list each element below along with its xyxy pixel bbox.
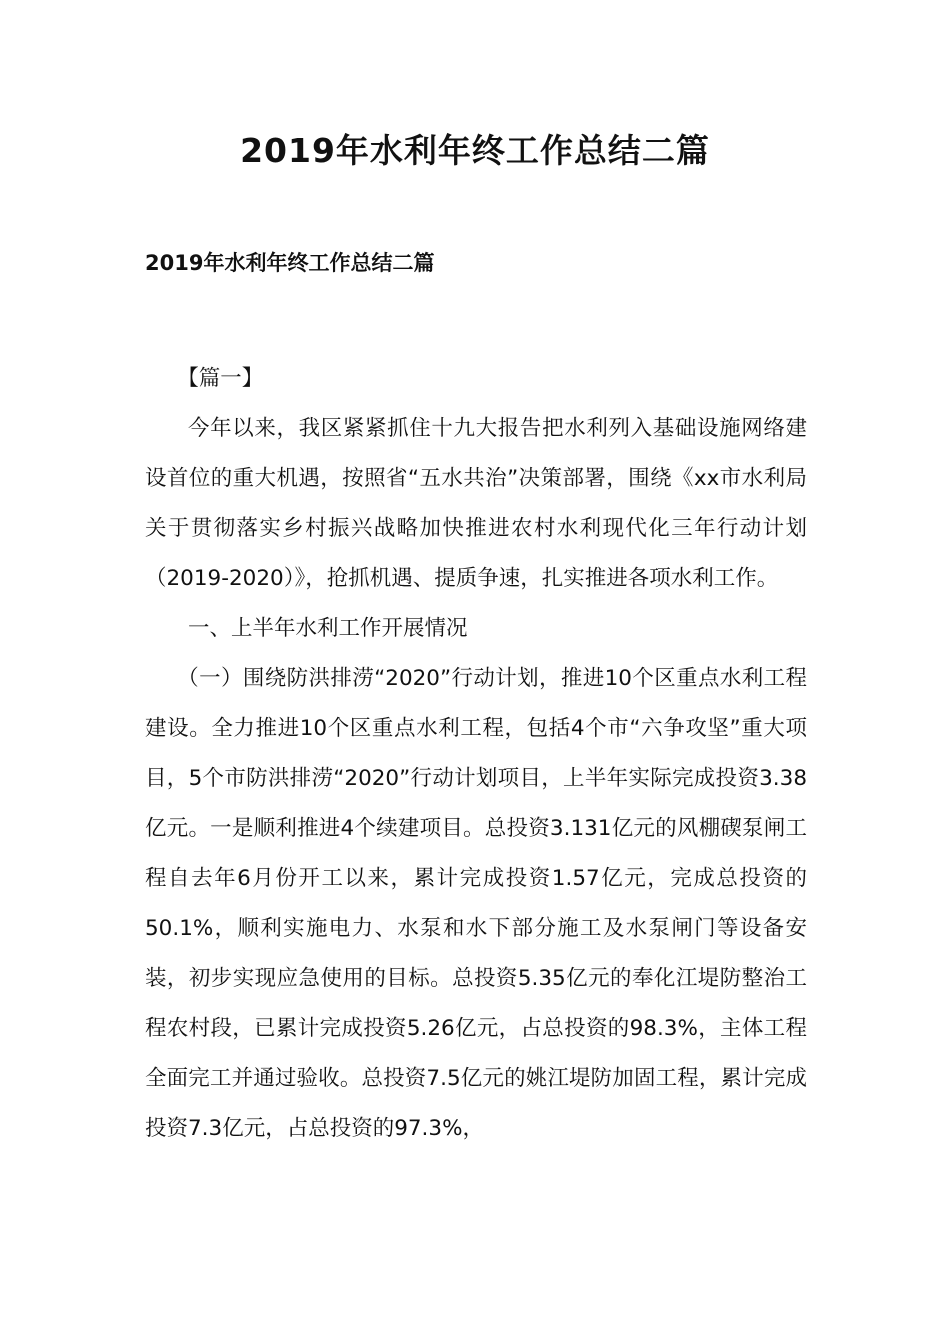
intro-paragraph: 今年以来，我区紧紧抓住十九大报告把水利列入基础设施网络建设首位的重大机遇，按照省“五水共治”决策部署，围绕《xx市水利局关于贯彻落实乡村振兴战略加快推进农村水利现代化三年行动计划（2019-2020）》，抢抓机遇、提质争速，扎实推进各项水利工作。 <box>145 416 807 591</box>
document-body <box>145 354 807 1154</box>
subsection-paragraph: （一）围绕防洪排涝“2020”行动计划，推进10个区重点水利工程建设。全力推进10个区重点水利工程，包括4个市“六争攻坚”重大项目，5个市防洪排涝“2020”行动计划项目，上半年实际完成投资3.38亿元。一是顺利推进4个续建项目。总投资3.131亿元的风棚碶泵闸工程自去年6月份开工以来，累计完成投资1.57亿元，完成总投资的50.1%，顺利实施电力、水泵和水下部分施工及水泵闸门等设备安装，初步实现应急使用的目标。总投资5.35亿元的奉化江堤防整治工程农村段，已累计完成投资5.26亿元，占总投资的98.3%，主体工程全面完工并通过验收。总投资7.5亿元的姚江堤防加固工程，累计完成投资7.3亿元，占总投资的97.3%， <box>145 666 807 1141</box>
section-label: 【篇一】 <box>177 366 264 391</box>
document-subtitle: 2019年水利年终工作总结二篇 <box>145 251 435 275</box>
section-heading: 一、上半年水利工作开展情况 <box>188 616 468 641</box>
document-title: 2019年水利年终工作总结二篇 <box>240 131 710 170</box>
